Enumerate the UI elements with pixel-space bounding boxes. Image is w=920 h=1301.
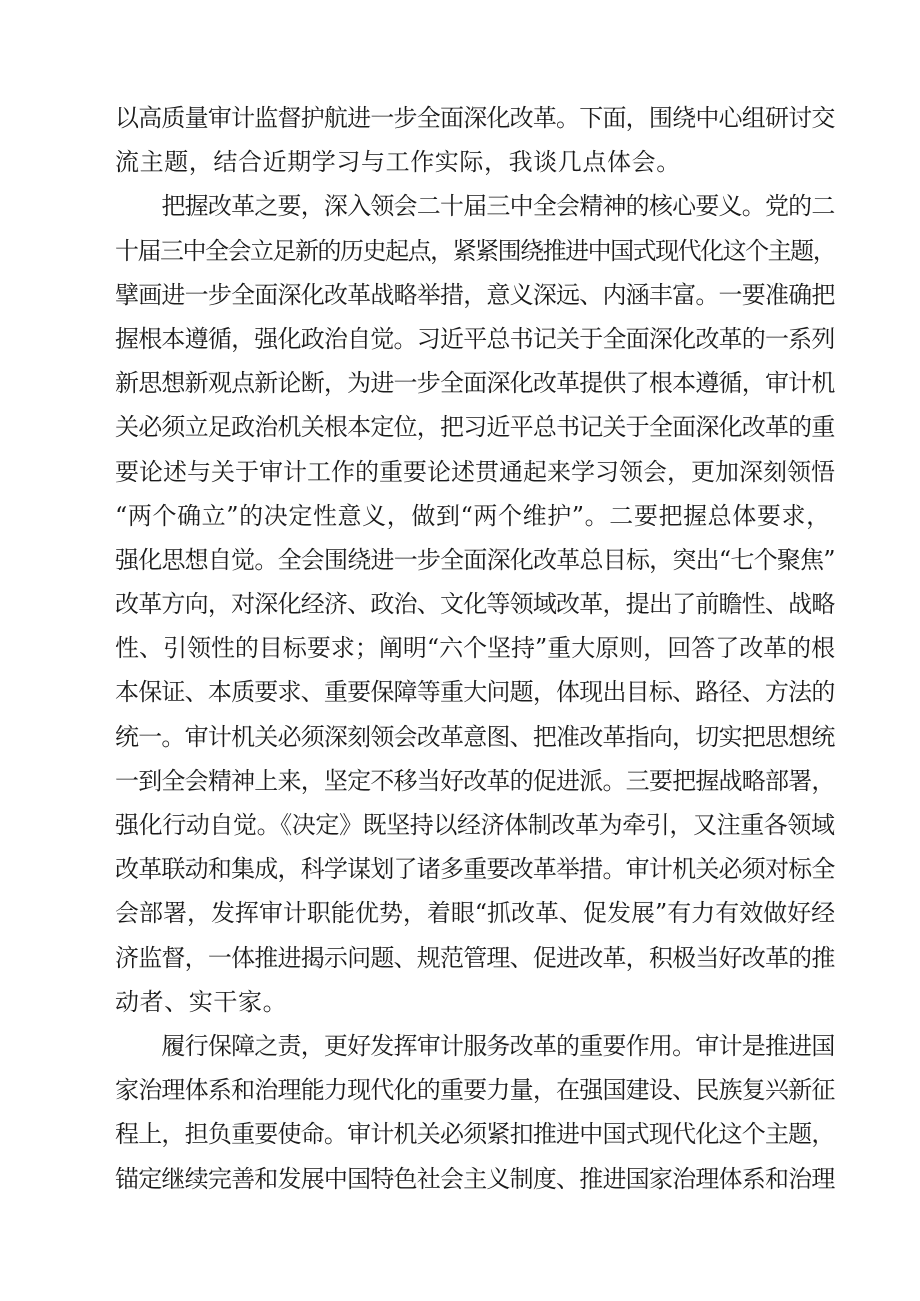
text-line: 十届三中全会立足新的历史起点，紧紧围绕推进中国式现代化这个主题， bbox=[115, 236, 836, 265]
text-line: 以高质量审计监督护航进一步全面深化改革。下面，围绕中心组研讨交 bbox=[115, 104, 835, 132]
text-line: 握根本遵循，强化政治自觉。习近平总书记关于全面深化改革的一系列 bbox=[115, 324, 835, 353]
text-line: 关必须立足政治机关根本定位，把习近平总书记关于全面深化改革的重 bbox=[115, 413, 835, 442]
paragraph-first-line: 履行保障之责，更好发挥审计服务改革的重要作用。审计是推进国 bbox=[115, 1031, 835, 1060]
text-line: 流主题，结合近期学习与工作实际，我谈几点体会。 bbox=[115, 148, 681, 177]
paragraph-first-line: 把握改革之要，深入领会二十届三中全会精神的核心要义。党的二 bbox=[115, 192, 835, 221]
text-line: “两个确立”的决定性意义，做到“两个维护”。二要把握总体要求， bbox=[115, 501, 831, 530]
text-line: 动者、实干家。 bbox=[115, 987, 288, 1016]
text-line: 济监督，一体推进揭示问题、规范管理、促进改革，积极当好改革的推 bbox=[115, 943, 835, 972]
text-line: 擘画进一步全面深化改革战略举措，意义深远、内涵丰富。一要准确把 bbox=[115, 280, 835, 309]
text-line: 本保证、本质要求、重要保障等重大问题，体现出目标、路径、方法的 bbox=[115, 678, 835, 707]
text-line: 新思想新观点新论断，为进一步全面深化改革提供了根本遵循，审计机 bbox=[115, 369, 835, 398]
text-line: 要论述与关于审计工作的重要论述贯通起来学习领会，更加深刻领悟 bbox=[115, 457, 835, 486]
text-line: 改革联动和集成，科学谋划了诸多重要改革举措。审计机关必须对标全 bbox=[115, 855, 835, 884]
text-line: 性、引领性的目标要求；阐明“六个坚持”重大原则，回答了改革的根 bbox=[115, 634, 836, 663]
document-body bbox=[115, 96, 835, 1201]
text-line: 锚定继续完善和发展中国特色社会主义制度、推进国家治理体系和治理 bbox=[115, 1164, 835, 1193]
text-line: 会部署，发挥审计职能优势，着眼“抓改革、促发展”有力有效做好经 bbox=[115, 899, 836, 928]
text-line: 强化思想自觉。全会围绕进一步全面深化改革总目标，突出“七个聚焦” bbox=[115, 545, 835, 574]
text-line: 家治理体系和治理能力现代化的重要力量，在强国建设、民族复兴新征 bbox=[115, 1076, 835, 1105]
text-line: 改革方向，对深化经济、政治、文化等领域改革，提出了前瞻性、战略 bbox=[115, 590, 835, 619]
text-line: 强化行动自觉。《决定》既坚持以经济体制改革为牵引，又注重各领域 bbox=[115, 811, 835, 839]
text-line: 统一。审计机关必须深刻领会改革意图、把准改革指向，切实把思想统 bbox=[115, 722, 835, 751]
text-line: 程上，担负重要使命。审计机关必须紧扣推进中国式现代化这个主题， bbox=[115, 1120, 835, 1149]
text-line: 一到全会精神上来，坚定不移当好改革的促进派。三要把握战略部署， bbox=[115, 766, 835, 795]
